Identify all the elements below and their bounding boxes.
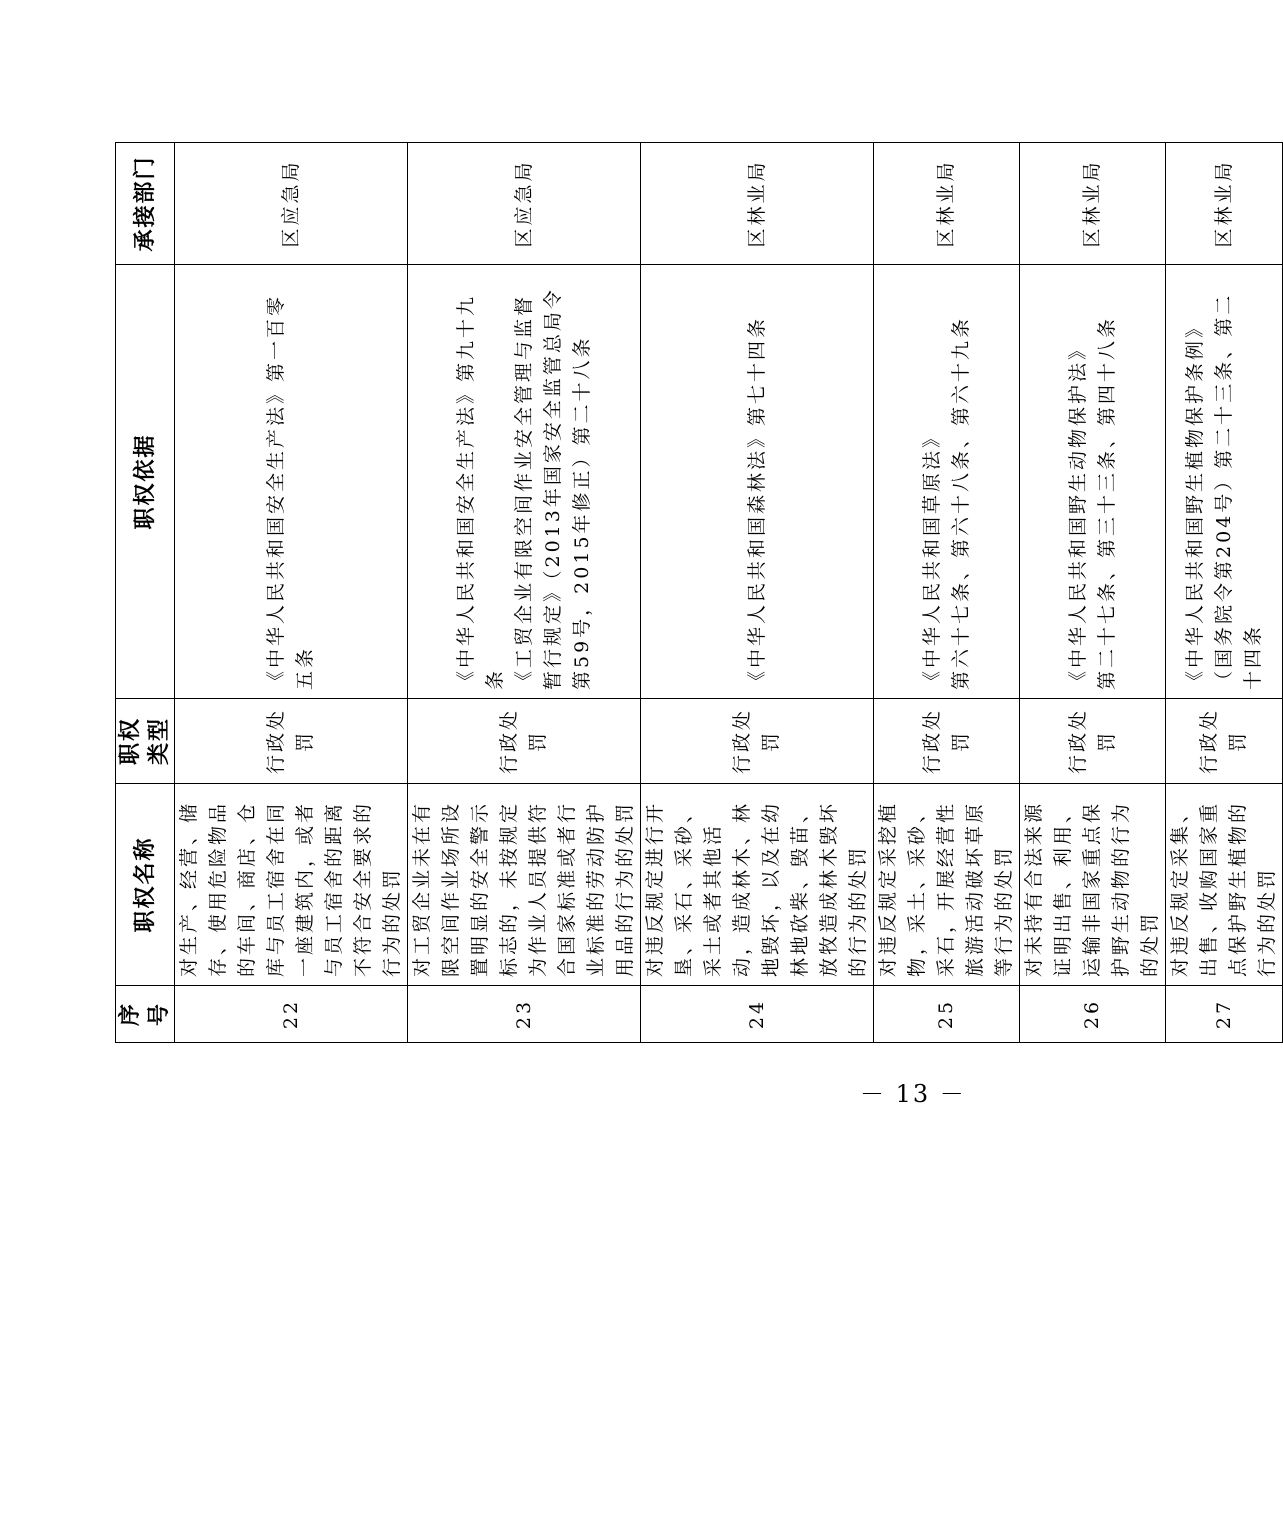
- row-basis: 《中华人民共和国森林法》第七十四条: [641, 265, 874, 699]
- header-type: 职权类型: [116, 699, 175, 784]
- row-seq: 25: [874, 986, 1020, 1043]
- table-row: [1166, 143, 1283, 1043]
- table-row: [874, 143, 1020, 1043]
- table-row: [641, 143, 874, 1043]
- row-name: 对生产、经营、储存、使用危险物品的车间、商店、仓库与员工宿舍在同一座建筑内，或者与员工宿舍的距离不符合安全要求的行为的处罚: [175, 784, 408, 986]
- row-name: 对未持有合法来源证明出售、利用、运输非国家重点保护野生动物的行为的处罚: [1020, 784, 1166, 986]
- rotated-table-wrapper: [115, 143, 1278, 1043]
- row-type: 行政处罚: [641, 699, 874, 784]
- row-name: 对工贸企业未在有限空间作业场所设置明显的安全警示标志的，未按规定为作业人员提供符合国家标准或者行业标准的劳动防护用品的行为的处罚: [408, 784, 641, 986]
- row-seq: 26: [1020, 986, 1166, 1043]
- table-header-row: [116, 143, 175, 1043]
- row-name: 对违反规定采集、出售、收购国家重点保护野生植物的行为的处罚: [1166, 784, 1283, 986]
- header-name: 职权名称: [116, 784, 175, 986]
- row-seq: 27: [1166, 986, 1283, 1043]
- row-name: 对违反规定采挖植物，采土、采砂、采石，开展经营性旅游活动破坏草原等行为的处罚: [874, 784, 1020, 986]
- row-dept: 区应急局: [175, 143, 408, 265]
- header-basis: 职权依据: [116, 265, 175, 699]
- row-basis: 《中华人民共和国草原法》 第六十七条、第六十八条、第六十九条: [874, 265, 1020, 699]
- duties-table: [115, 142, 1283, 1043]
- page-number: － 13 －: [860, 1080, 966, 1108]
- row-type: 行政处罚: [408, 699, 641, 784]
- table-row: [175, 143, 408, 1043]
- row-type: 行政处罚: [175, 699, 408, 784]
- header-dept: 承接部门: [116, 143, 175, 265]
- row-type: 行政处罚: [1166, 699, 1283, 784]
- row-dept: 区林业局: [1020, 143, 1166, 265]
- row-dept: 区林业局: [641, 143, 874, 265]
- row-dept: 区林业局: [1166, 143, 1283, 265]
- row-seq: 22: [175, 986, 408, 1043]
- row-name: 对违反规定进行开垦、采石、采砂、采土或者其他活动，造成林木、林地毁坏，以及在幼林地砍柴、毁苗、放牧造成林木毁坏的行为的处罚: [641, 784, 874, 986]
- header-seq: 序号: [116, 986, 175, 1043]
- row-dept: 区应急局: [408, 143, 641, 265]
- table-row: [408, 143, 641, 1043]
- row-type: 行政处罚: [1020, 699, 1166, 784]
- row-basis: 《中华人民共和国安全生产法》第九十九条 《工贸企业有限空间作业安全管理与监督暂行规定》（2013年国家安全监管总局令第59号，2015年修正）第二十八条: [408, 265, 641, 699]
- row-dept: 区林业局: [874, 143, 1020, 265]
- row-basis: 《中华人民共和国野生动物保护法》 第二十七条、第三十三条、第四十八条: [1020, 265, 1166, 699]
- table-row: [1020, 143, 1166, 1043]
- row-seq: 24: [641, 986, 874, 1043]
- row-type: 行政处罚: [874, 699, 1020, 784]
- row-basis: 《中华人民共和国安全生产法》第一百零五条: [175, 265, 408, 699]
- row-seq: 23: [408, 986, 641, 1043]
- row-basis: 《中华人民共和国野生植物保护条例》 （国务院令第204号）第二十三条、第二十四条: [1166, 265, 1283, 699]
